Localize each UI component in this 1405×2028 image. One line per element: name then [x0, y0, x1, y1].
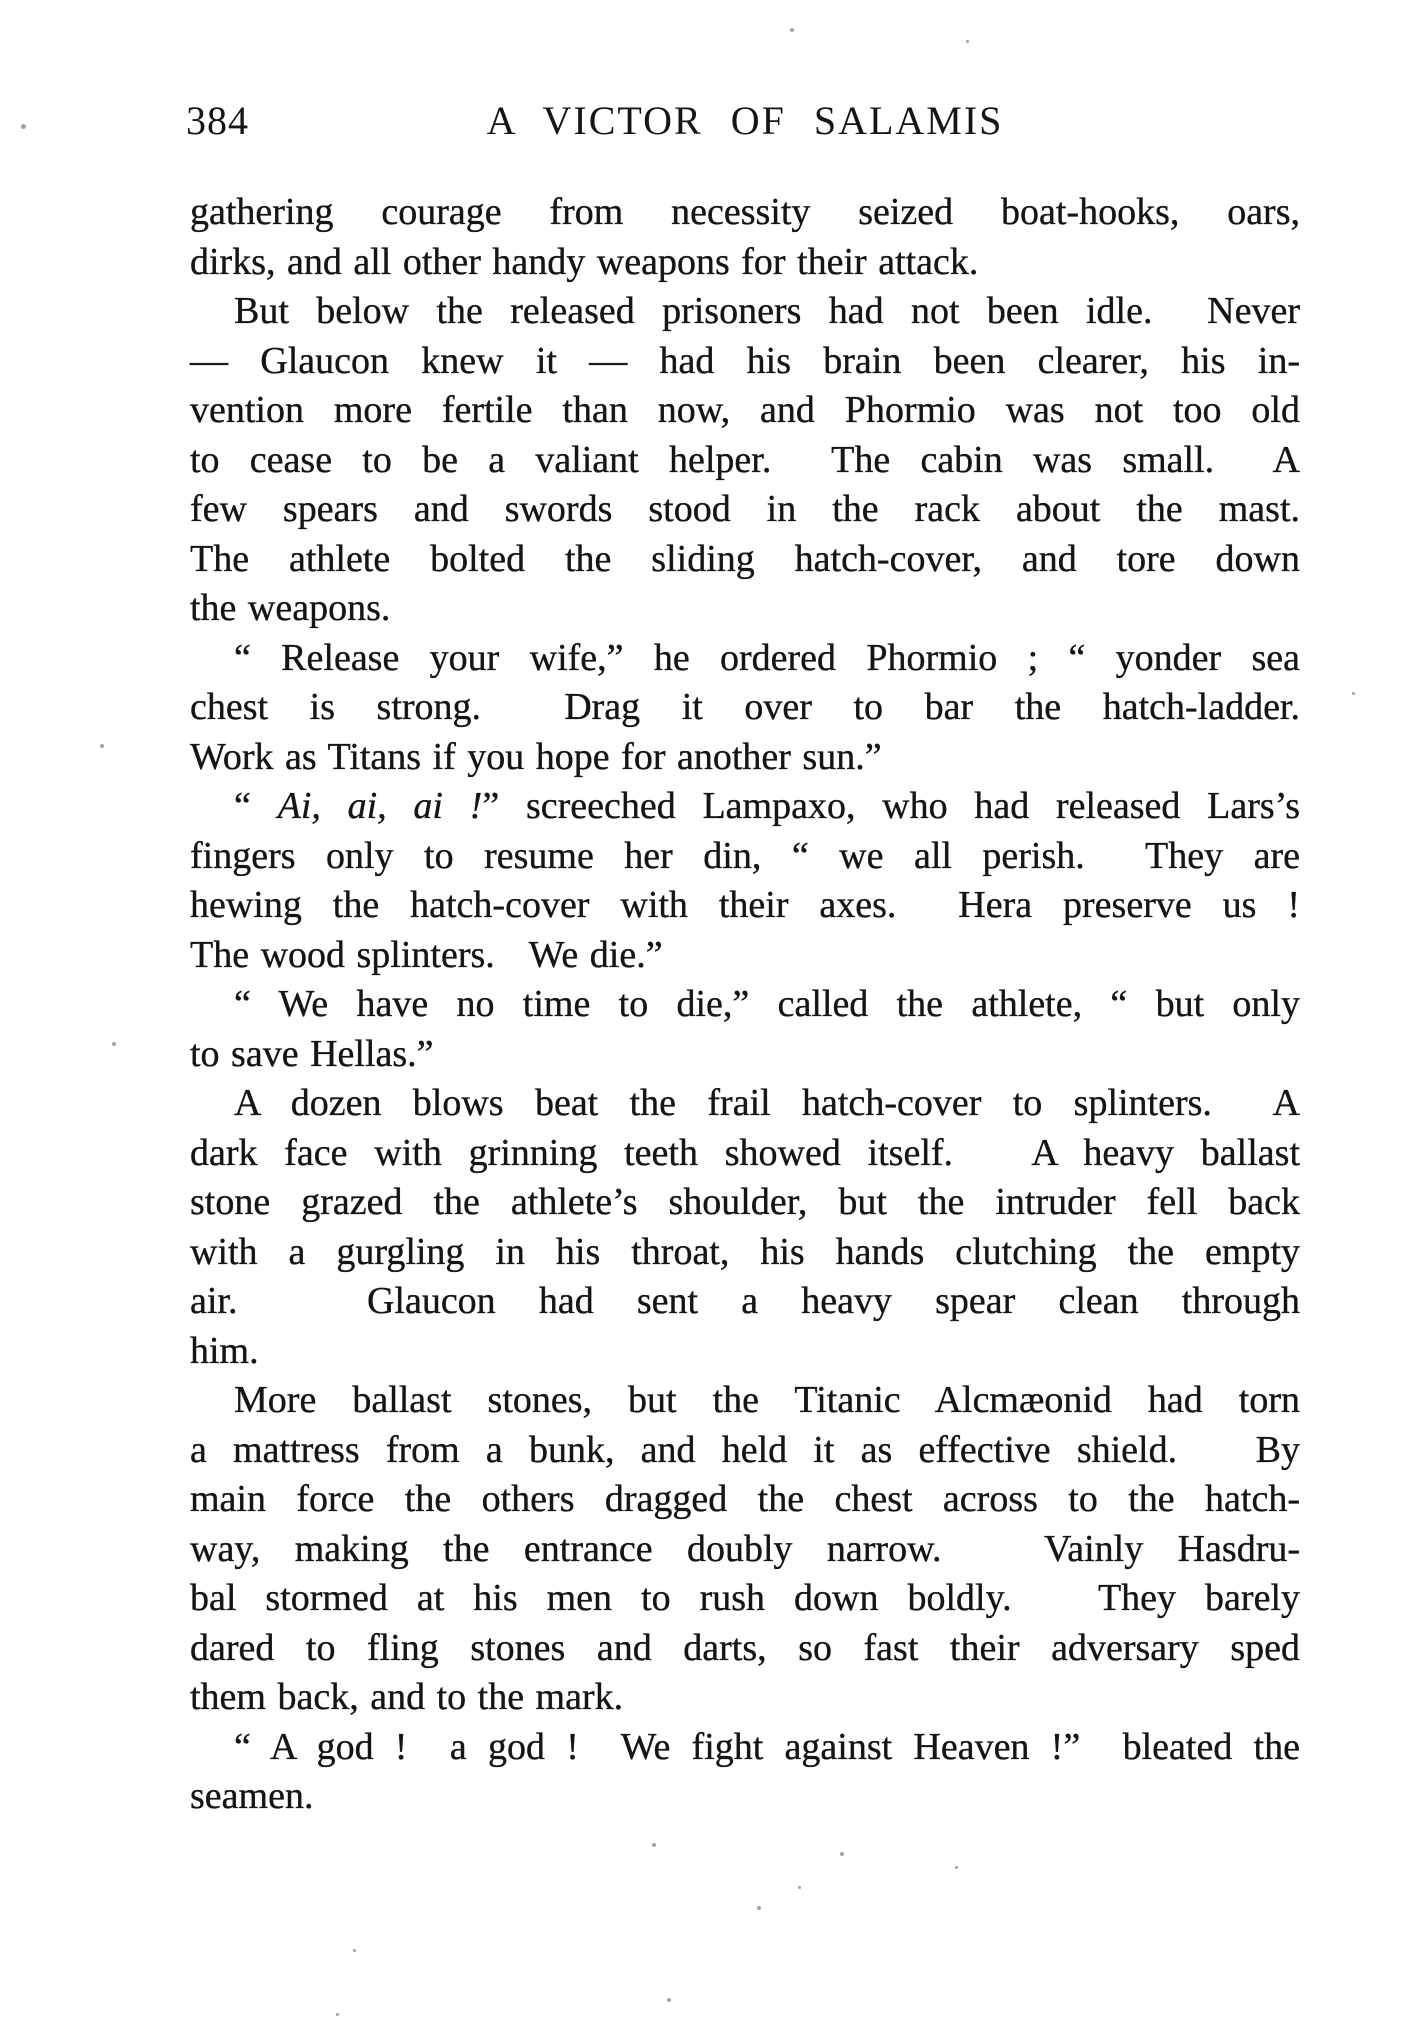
text-run: to save Hellas.”: [190, 1032, 434, 1075]
text-line: [190, 436, 1300, 486]
scan-speck: [966, 40, 969, 43]
text-run: But below the released prisoners had not been idle. Never: [234, 290, 1300, 332]
text-run: air. Glaucon had sent a heavy spear clean through: [190, 1280, 1300, 1322]
text-line: [190, 1673, 1300, 1723]
text-line: [190, 881, 1300, 931]
scan-speck: [955, 1866, 958, 1869]
running-head: [0, 99, 1405, 143]
text-line: [190, 1525, 1300, 1575]
text-line: [190, 1228, 1300, 1278]
text-run: hewing the hatch-cover with their axes. Hera preserve us !: [190, 884, 1300, 926]
scan-speck: [798, 1886, 801, 1889]
text-line: [190, 1772, 1300, 1822]
text-run: him.: [190, 1329, 259, 1372]
text-line: [190, 832, 1300, 882]
text-line: [190, 1376, 1300, 1426]
scan-speck: [840, 1852, 844, 1856]
text-run: “ A god ! a god ! We fight against Heaven !” bleated the: [234, 1725, 1300, 1768]
text-line: [190, 1327, 1300, 1377]
text-run: few spears and swords stood in the rack about the mast.: [190, 488, 1300, 530]
text-line: [190, 1574, 1300, 1624]
text-run: with a gurgling in his throat, his hands clutching the empty: [190, 1230, 1300, 1273]
text-run: The wood splinters. We die.”: [190, 933, 663, 976]
text-run: “: [234, 785, 278, 827]
text-run: “ Release your wife,” he ordered Phormio ; “ yonder sea: [234, 636, 1300, 679]
text-run: to cease to be a valiant helper. The cabin was small. A: [190, 438, 1300, 481]
scan-speck: [652, 1843, 656, 1847]
text-run: More ballast stones, but the Titanic Alcmæonid had torn: [234, 1379, 1300, 1421]
text-run: chest is strong. Drag it over to bar the hatch-ladder.: [190, 686, 1300, 728]
scan-speck: [1352, 692, 1355, 695]
text-line: [190, 1475, 1300, 1525]
text-line: [190, 634, 1300, 684]
paragraph: [190, 1376, 1300, 1723]
text-run: The athlete bolted the sliding hatch-cover, and tore down: [190, 537, 1300, 580]
text-line: [190, 287, 1300, 337]
page-number: 384: [186, 98, 249, 143]
text-line: [190, 782, 1300, 832]
text-line: [190, 980, 1300, 1030]
text-run: gathering courage from necessity seized boat-hooks, oars,: [190, 191, 1300, 233]
running-title: A VICTOR OF SALAMIS: [486, 98, 1004, 143]
scan-speck: [353, 1949, 356, 1952]
text-run: dared to fling stones and darts, so fast their adversary sped: [190, 1626, 1300, 1669]
paragraph: [190, 1079, 1300, 1376]
scan-speck: [100, 744, 104, 748]
text-run: stone grazed the athlete’s shoulder, but the intruder fell back: [190, 1181, 1300, 1223]
text-line: [190, 485, 1300, 535]
paragraph: [190, 287, 1300, 634]
scan-speck: [790, 28, 794, 32]
text-run: a mattress from a bunk, and held it as effective shield. By: [190, 1428, 1300, 1471]
text-line: [190, 1079, 1300, 1129]
scan-speck: [336, 2013, 339, 2016]
text-line: [190, 1030, 1300, 1080]
text-line: [190, 1624, 1300, 1674]
scan-speck: [667, 1998, 671, 2002]
text-run: the weapons.: [190, 587, 391, 629]
text-run: dark face with grinning teeth showed itself. A heavy ballast: [190, 1131, 1300, 1174]
text-line: [190, 535, 1300, 585]
text-line: [190, 1178, 1300, 1228]
text-run: dirks, and all other handy weapons for their attack.: [190, 240, 979, 283]
page-body: [190, 188, 1300, 1822]
text-line: [190, 386, 1300, 436]
scan-speck: [112, 1042, 116, 1046]
text-run: seamen.: [190, 1775, 314, 1817]
text-line: [190, 584, 1300, 634]
text-run: Work as Titans if you hope for another sun.”: [190, 735, 882, 778]
scan-speck: [757, 1906, 761, 1910]
paragraph: [190, 634, 1300, 783]
text-line: [190, 1426, 1300, 1476]
text-run: — Glaucon knew it — had his brain been clearer, his in-: [190, 339, 1300, 382]
paragraph: [190, 782, 1300, 980]
text-line: [190, 188, 1300, 238]
text-line: [190, 1277, 1300, 1327]
text-run: them back, and to the mark.: [190, 1676, 624, 1718]
text-run: “ We have no time to die,” called the athlete, “ but only: [234, 983, 1300, 1025]
scan-speck: [21, 124, 26, 129]
text-run: bal stormed at his men to rush down boldly. They barely: [190, 1577, 1300, 1619]
text-run: main force the others dragged the chest across to the hatch-: [190, 1478, 1300, 1520]
paragraph: [190, 188, 1300, 287]
text-line: [190, 1129, 1300, 1179]
text-line: [190, 733, 1300, 783]
text-line: [190, 337, 1300, 387]
italic-text-run: Ai, ai, ai !: [277, 785, 483, 827]
paragraph: [190, 1723, 1300, 1822]
text-line: [190, 683, 1300, 733]
paragraph: [190, 980, 1300, 1079]
text-run: way, making the entrance doubly narrow. Vainly Hasdru-: [190, 1527, 1300, 1570]
text-run: ” screeched Lampaxo, who had released Lars’s: [482, 785, 1301, 827]
text-run: A dozen blows beat the frail hatch-cover to splinters. A: [234, 1082, 1300, 1124]
text-run: vention more fertile than now, and Phormio was not too old: [190, 389, 1300, 431]
text-line: [190, 238, 1300, 288]
text-run: fingers only to resume her din, “ we all perish. They are: [190, 834, 1300, 877]
text-line: [190, 1723, 1300, 1773]
text-line: [190, 931, 1300, 981]
